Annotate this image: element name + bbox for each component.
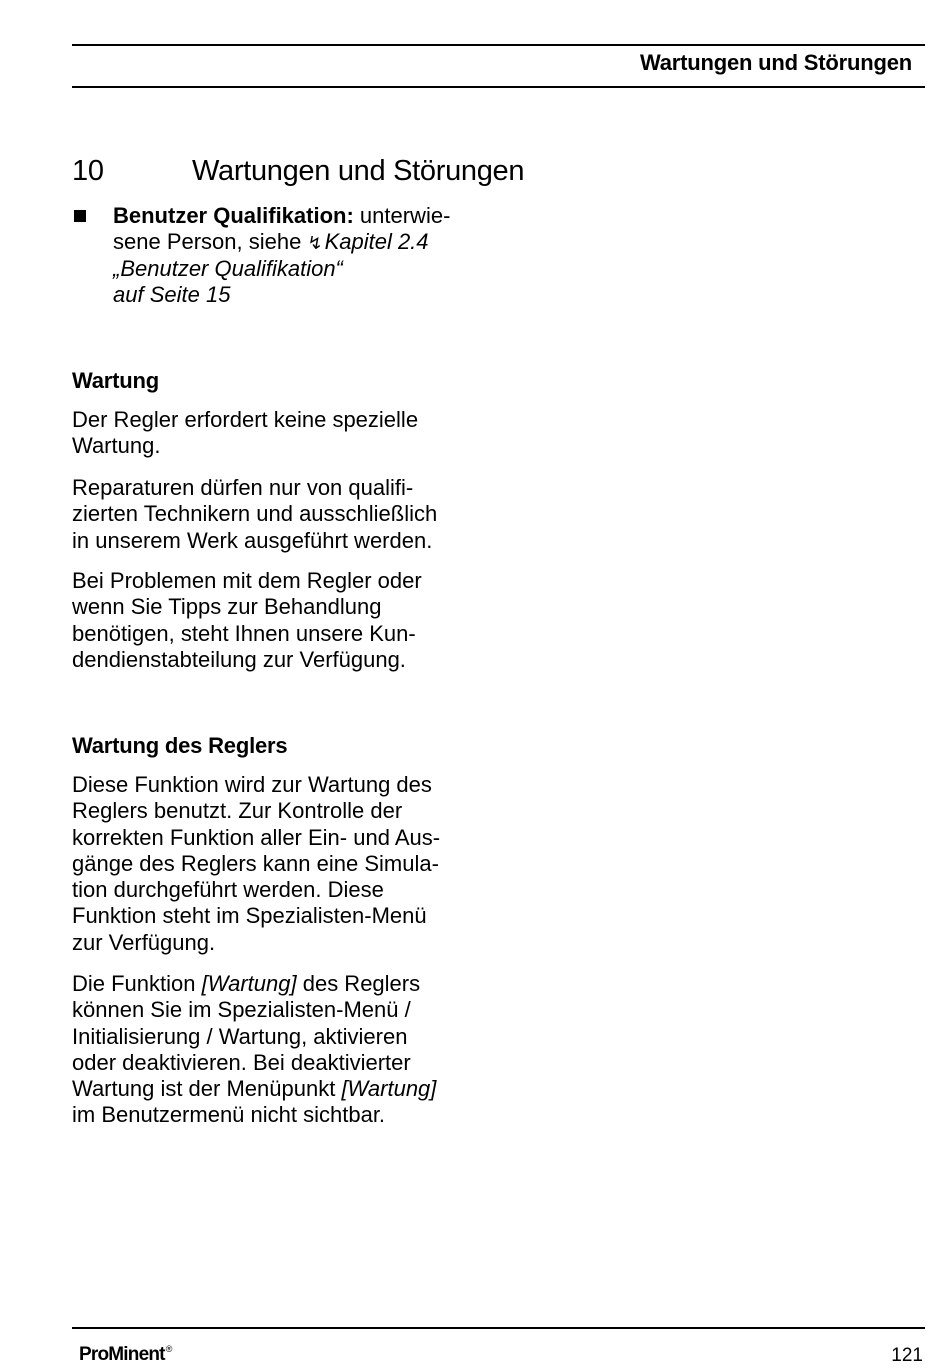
header-bottom-rule — [72, 86, 925, 88]
text-line: Wartung. — [72, 433, 161, 459]
qualification-note — [113, 203, 493, 308]
text-line: Diese Funktion wird zur Wartung des — [72, 772, 432, 797]
menu-item-reference: [Wartung] — [341, 1076, 437, 1102]
text-line: Reglers benutzt. Zur Kontrolle der — [72, 798, 403, 824]
text-line: oder deaktivieren. Bei deaktivierter — [72, 1049, 411, 1075]
running-header-title: Wartungen und Störungen — [640, 50, 912, 75]
xref-line2: „Benutzer Qualifikation“ — [113, 256, 343, 281]
reglers-paragraph-2 — [72, 971, 482, 1129]
logo-text: ProMinent — [79, 1344, 165, 1365]
text-line: wenn Sie Tipps zur Behandlung — [72, 594, 382, 620]
text-line: im Benutzermenü nicht sichtbar. — [72, 1102, 386, 1128]
bullet-square-icon — [74, 210, 86, 222]
wartung-paragraph-1 — [72, 407, 482, 460]
text-line: zierten Technikern und ausschließlich — [72, 501, 438, 527]
text-line: Bei Problemen mit dem Regler oder — [72, 568, 422, 593]
wartung-paragraph-3 — [72, 568, 482, 673]
text-line: dendienstabteilung zur Verfügung. — [72, 646, 406, 672]
qualification-label: Benutzer Qualifikation: — [113, 203, 354, 228]
chapter-title: Wartungen und Störungen — [192, 155, 525, 187]
text-line: zur Verfügung. — [72, 929, 216, 955]
text-line: Wartung ist der Menüpunkt — [72, 1076, 342, 1102]
reglers-paragraph-1 — [72, 772, 482, 956]
text-line: des Reglers — [296, 971, 421, 996]
text-line: Reparaturen dürfen nur von qualifi- — [72, 475, 414, 500]
text-line: benötigen, steht Ihnen unsere Kun- — [72, 620, 416, 646]
text-line: korrekten Funktion aller Ein- und Aus- — [72, 824, 441, 850]
text-line: Die Funktion — [72, 971, 202, 996]
text-line: gänge des Reglers kann eine Simula- — [72, 850, 439, 876]
cross-reference-icon: ↯ — [307, 233, 323, 253]
menu-item-reference: [Wartung] — [201, 971, 297, 996]
text-line: Funktion steht im Spezialisten-Menü — [72, 903, 427, 929]
wartung-paragraph-2 — [72, 475, 482, 554]
text-line: tion durchgeführt werden. Diese — [72, 877, 384, 903]
text-line: in unserem Werk ausgeführt werden. — [72, 527, 433, 553]
qualification-text-line1: unterwie- — [353, 203, 451, 228]
text-line: Initialisierung / Wartung, aktivieren — [72, 1023, 408, 1049]
footer-rule — [72, 1327, 925, 1329]
header-top-rule — [72, 44, 925, 46]
section-heading-wartung-des-reglers: Wartung des Reglers — [72, 733, 288, 758]
text-line: können Sie im Spezialisten-Menü / — [72, 997, 411, 1023]
qualification-text-line2: sene Person, siehe — [113, 229, 308, 254]
xref-line1: Kapitel 2.4 — [324, 229, 429, 254]
chapter-number: 10 — [72, 155, 104, 187]
text-line: Der Regler erfordert keine spezielle — [72, 407, 419, 432]
xref-line3: auf Seite 15 — [113, 282, 231, 307]
section-heading-wartung: Wartung — [72, 368, 159, 393]
registered-mark: ® — [165, 1344, 173, 1354]
prominent-logo — [79, 1344, 172, 1366]
page-number: 121 — [891, 1345, 923, 1366]
